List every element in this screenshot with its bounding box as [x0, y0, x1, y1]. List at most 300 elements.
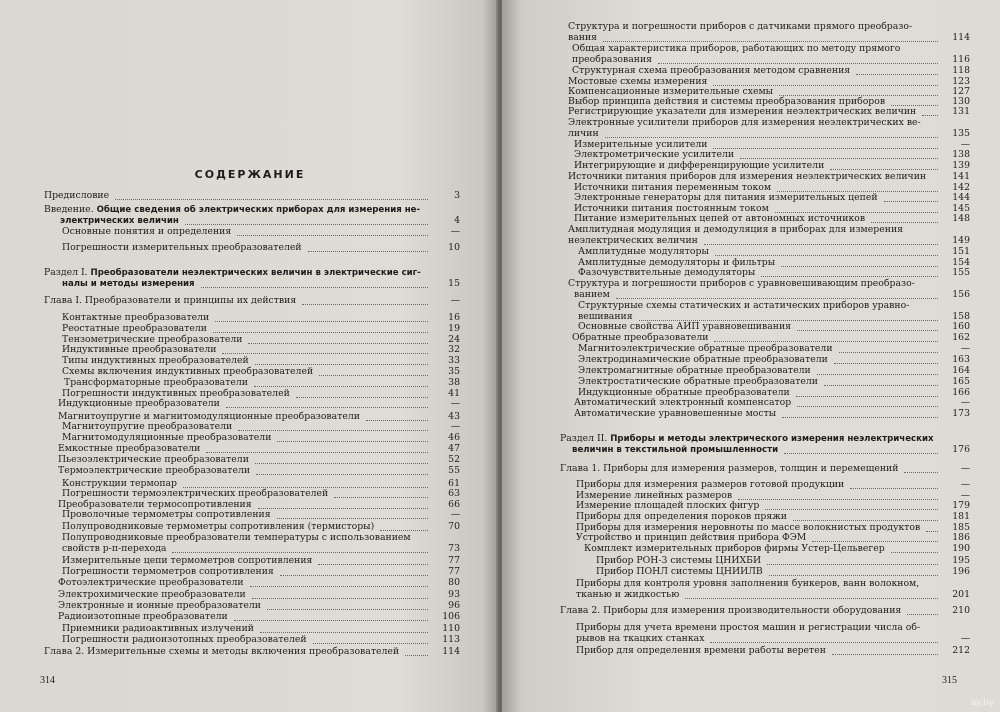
toc-leader-dots: [784, 451, 938, 454]
toc-entry: [568, 22, 970, 32]
right-page: [502, 0, 1000, 712]
toc-leader-dots: [715, 253, 938, 256]
toc-leader-dots: [226, 405, 428, 408]
toc-entry-text: Реостатные преобразователи: [62, 323, 207, 334]
toc-leader-dots: [267, 607, 428, 610]
toc-entry-page: 138: [952, 149, 970, 160]
toc-entry-page: 70: [448, 521, 460, 532]
toc-leader-dots: [302, 302, 428, 305]
toc-entry-text: Магнитоупругие и магнитомодуляционные преобразователи: [58, 411, 360, 422]
toc-entry: [578, 301, 970, 311]
toc-entry-page: 24: [448, 334, 460, 345]
toc-entry-page: 186: [952, 532, 970, 543]
toc-entry-page: 16: [448, 312, 460, 323]
toc-entry-page: 116: [952, 54, 970, 65]
toc-entry-text: Регистрирующие указатели для измерения неэлектрических величин: [568, 106, 917, 117]
toc-leader-dots: [277, 516, 428, 519]
toc-entry: [584, 544, 970, 554]
toc-leader-dots: [248, 341, 428, 344]
toc-entry: [62, 624, 460, 634]
toc-entry: [62, 533, 460, 543]
toc-entry-page: 151: [952, 246, 970, 257]
toc-entry-text: Приемники радиоактивных излучений: [62, 623, 254, 634]
toc-entry: [576, 501, 970, 511]
toc-entry-page: 166: [952, 387, 970, 398]
toc-entry-text: Электростатические обратные преобразователи: [578, 376, 818, 387]
toc-entry-page: 35: [448, 366, 460, 377]
toc-entry-page: 46: [448, 432, 460, 443]
toc-entry-bold-text: электрических величин: [60, 216, 179, 226]
toc-entry-page: 154: [952, 257, 970, 268]
toc-entry-page: —: [450, 398, 460, 409]
toc-leader-dots: [201, 285, 428, 288]
toc-entry: [58, 455, 460, 465]
right-page-number: 315: [942, 675, 957, 686]
toc-entry: [576, 480, 970, 490]
toc-entry-page: 10: [448, 242, 460, 253]
toc-leader-dots: [767, 562, 938, 565]
toc-entry-page: 123: [952, 76, 970, 87]
toc-entry: [58, 601, 460, 611]
toc-leader-dots: [856, 72, 938, 75]
toc-entry-page: —: [960, 139, 970, 150]
toc-entry-page: —: [960, 343, 970, 354]
toc-entry-text: Электронные генераторы для питания измерительных цепей: [574, 192, 878, 203]
toc-entry-bold-text: налы и методы измерения: [62, 279, 195, 289]
toc-leader-dots: [255, 362, 428, 365]
toc-entry-page: 96: [448, 600, 460, 611]
toc-leader-dots: [366, 418, 428, 421]
toc-entry: [578, 377, 970, 387]
toc-entry-page: 190: [952, 543, 970, 554]
toc-entry: [576, 512, 970, 522]
toc-entry: [62, 367, 460, 377]
toc-entry: [64, 378, 460, 388]
toc-entry: [58, 466, 460, 476]
toc-entry-page: 43: [448, 411, 460, 422]
toc-entry-text: Радиоизотопные преобразователи: [58, 611, 228, 622]
toc-entry: [58, 399, 460, 409]
toc-entry-text: Контактные преобразователи: [62, 312, 210, 323]
toc-leader-dots: [832, 652, 938, 655]
toc-entry: [568, 279, 970, 289]
toc-leader-dots: [834, 361, 938, 364]
toc-entry-text: Автоматические уравновешенные мосты: [574, 408, 777, 419]
toc-leader-dots: [761, 274, 938, 277]
toc-entry-text: Термоэлектрические преобразователи: [58, 465, 251, 476]
toc-leader-dots: [254, 384, 428, 387]
toc-entry-text: Введение.: [44, 204, 97, 215]
toc-entry-text: Структурная схема преобразования методом сравнения: [572, 65, 851, 76]
toc-entry-page: —: [450, 295, 460, 306]
toc-entry: [578, 268, 970, 278]
toc-entry-text: тканью и жидкостью: [576, 589, 680, 600]
toc-entry: [568, 236, 970, 246]
toc-entry-text: Погрешности измерительных преобразователей: [62, 242, 302, 253]
toc-entry: [60, 216, 460, 226]
toc-entry-bold-text: Преобразователи неэлектрических величин в электрические сиг-: [90, 268, 421, 278]
toc-entry-text: Электрохимические преобразователи: [58, 589, 246, 600]
toc-entry-text: Тензометрические преобразователи: [62, 334, 243, 345]
toc-entry-page: —: [960, 490, 970, 501]
toc-leader-dots: [839, 350, 938, 353]
toc-leader-dots: [313, 641, 428, 644]
toc-entry-text: Раздел II.: [560, 433, 611, 444]
toc-entry: [560, 434, 970, 444]
toc-entry: [596, 556, 970, 566]
toc-entry: [44, 191, 460, 201]
toc-entry-page: 19: [448, 323, 460, 334]
toc-entry-text: Конструкции термопар: [62, 478, 178, 489]
toc-entry-text: Пьезоэлектрические преобразователи: [58, 454, 249, 465]
toc-entry-text: Трансформаторные преобразователи: [64, 377, 248, 388]
toc-entry-text: Магнитоэлектрические обратные преобразователи: [578, 343, 833, 354]
toc-entry-text: Магнитомодуляционные преобразователи: [62, 432, 272, 443]
toc-leader-dots: [256, 472, 428, 475]
toc-leader-dots: [172, 550, 428, 553]
toc-entry-text: ванием: [574, 289, 610, 300]
toc-entry-text: Выбор принципа действия и системы преобразования приборов: [568, 96, 886, 107]
toc-entry: [62, 356, 460, 366]
toc-entry-page: 163: [952, 354, 970, 365]
toc-entry-page: 63: [448, 488, 460, 499]
toc-entry: [568, 107, 970, 117]
toc-entry-text: Интегрирующие и дифференцирующие усилители: [574, 160, 825, 171]
toc-entry-bold-text: Приборы и методы электрического измерения неэлектрических: [610, 434, 934, 444]
toc-entry-page: —: [960, 633, 970, 644]
toc-entry-text: Магнитоупругие преобразователи: [62, 421, 233, 432]
toc-entry: [62, 567, 460, 577]
toc-entry: [58, 612, 460, 622]
toc-entry-page: 179: [952, 500, 970, 511]
toc-leader-dots: [871, 220, 938, 223]
toc-leader-dots: [616, 296, 938, 299]
toc-entry-text: Электромагнитные обратные преобразователи: [578, 365, 811, 376]
toc-entry-text: Прибор для определения времени работы веретен: [576, 645, 826, 656]
toc-entry: [574, 398, 970, 408]
toc-leader-dots: [824, 383, 938, 386]
left-page-number: 314: [40, 675, 55, 686]
toc-leader-dots: [234, 618, 428, 621]
toc-leader-dots: [738, 497, 938, 500]
toc-entry-page: 118: [952, 65, 970, 76]
toc-entry: [62, 544, 460, 554]
toc-entry-text: Прибор РОН-3 системы ЦНИХБИ: [596, 555, 762, 566]
toc-leader-dots: [255, 461, 428, 464]
toc-leader-dots: [206, 450, 428, 453]
toc-entry-page: 142: [952, 182, 970, 193]
toc-leader-dots: [710, 640, 938, 643]
toc-entry-text: Автоматический электронный компенсатор: [574, 397, 792, 408]
toc-entry: [62, 279, 460, 289]
toc-entry: [568, 225, 970, 235]
toc-leader-dots: [904, 470, 938, 473]
toc-leader-dots: [258, 506, 428, 509]
toc-leader-dots: [308, 249, 428, 252]
toc-entry: [62, 489, 460, 499]
toc-entry-text: Проволочные термометры сопротивления: [62, 509, 271, 520]
toc-entry: [576, 579, 970, 589]
toc-entry: [58, 444, 460, 454]
toc-leader-dots: [714, 339, 938, 342]
toc-entry-bold-text: Общие сведения об электрических приборах для измерения не-: [96, 205, 421, 215]
toc-entry: [578, 322, 970, 332]
toc-entry-page: 149: [952, 235, 970, 246]
toc-leader-dots: [603, 39, 938, 42]
toc-leader-dots: [765, 507, 938, 510]
toc-entry: [62, 313, 460, 323]
toc-entry: [560, 464, 970, 474]
toc-entry-page: —: [450, 509, 460, 520]
toc-leader-dots: [260, 630, 428, 633]
toc-entry: [568, 129, 970, 139]
toc-leader-dots: [891, 550, 938, 553]
toc-entry-text: Источники питания постоянным током: [574, 203, 769, 214]
toc-entry-text: Электрометрические усилители: [574, 149, 735, 160]
toc-entry: [574, 193, 970, 203]
toc-entry-page: 210: [952, 605, 970, 616]
toc-entry-text: Основные понятия и определения: [62, 226, 232, 237]
left-page: [0, 0, 498, 712]
toc-entry-page: 195: [952, 555, 970, 566]
toc-entry-text: Питание измерительных цепей от автономных источников: [574, 213, 866, 224]
toc-entry-page: 162: [952, 332, 970, 343]
toc-entry-text: Источники питания приборов для измерения неэлектрических величин: [568, 171, 927, 182]
toc-entry-page: —: [960, 479, 970, 490]
toc-entry: [44, 296, 460, 306]
toc-entry-page: 80: [448, 577, 460, 588]
toc-leader-dots: [797, 404, 938, 407]
toc-entry-text: Типы индуктивных преобразователей: [62, 355, 249, 366]
toc-entry-text: Амплитудные модуляторы: [578, 246, 709, 257]
toc-entry-page: 113: [442, 634, 460, 645]
toc-leader-dots: [115, 197, 428, 200]
toc-entry-text: Погрешности радиоизотопных преобразователей: [62, 634, 307, 645]
toc-entry-text: Структура и погрешности приборов с датчиками прямого преобразо-: [568, 21, 913, 32]
toc-entry: [568, 118, 970, 128]
toc-entry-text: вания: [568, 32, 598, 43]
toc-entry-text: Приборы для измерения размеров готовой продукции: [576, 479, 845, 490]
toc-entry: [578, 344, 970, 354]
toc-leader-dots: [704, 242, 938, 245]
toc-entry-text: Структура и погрешности приборов с уравновешивающим преобразо-: [568, 278, 915, 289]
toc-entry-text: Измерительные усилители: [574, 139, 708, 150]
toc-entry: [574, 409, 970, 419]
toc-entry-page: 176: [952, 444, 970, 455]
page-title: СОДЕРЖАНИЕ: [194, 168, 306, 181]
toc-entry: [574, 214, 970, 224]
toc-entry: [578, 366, 970, 376]
toc-entry: [576, 623, 970, 633]
toc-entry-text: Приборы для учета времени простоя машин и регистрации числа об-: [576, 622, 921, 633]
toc-entry-text: Глава I. Преобразователи и принципы их действия: [44, 295, 297, 306]
toc-entry-text: Электронные усилители приборов для измерения неэлектрических ве-: [568, 117, 921, 128]
toc-leader-dots: [782, 415, 938, 418]
toc-leader-dots: [907, 612, 938, 615]
toc-entry-text: рывов на ткацких станках: [576, 633, 705, 644]
toc-entry: [596, 567, 970, 577]
toc-entry-bold-text: величин в текстильной промышленности: [572, 445, 779, 455]
toc-entry-text: Амплитудные демодуляторы и фильтры: [578, 257, 776, 268]
toc-entry: [62, 635, 460, 645]
toc-entry-page: 127: [952, 86, 970, 97]
toc-entry: [576, 634, 970, 644]
toc-entry-page: 110: [442, 623, 460, 634]
toc-entry-page: 55: [448, 465, 460, 476]
toc-entry-page: 212: [952, 645, 970, 656]
toc-entry-page: 32: [448, 344, 460, 355]
toc-entry-page: 148: [952, 213, 970, 224]
toc-entry-text: преобразования: [572, 54, 653, 65]
toc-entry-page: 33: [448, 355, 460, 366]
toc-entry-text: Раздел I.: [44, 267, 91, 278]
toc-entry-text: Устройство и принцип действия прибора ФЭМ: [576, 532, 807, 543]
toc-entry-page: 156: [952, 289, 970, 300]
toc-leader-dots: [769, 573, 938, 576]
toc-entry-page: 141: [952, 171, 970, 182]
toc-entry-page: 114: [952, 32, 970, 43]
toc-leader-dots: [250, 584, 428, 587]
toc-leader-dots: [318, 562, 428, 565]
toc-entry-text: Электронные и ионные преобразователи: [58, 600, 261, 611]
toc-entry-text: Погрешности термометров сопротивления: [62, 566, 274, 577]
toc-entry: [576, 533, 970, 543]
toc-entry-page: 3: [454, 190, 460, 201]
toc-entry: [574, 150, 970, 160]
toc-entry-text: Структурные схемы статических и астатических приборов уравно-: [578, 300, 910, 311]
toc-leader-dots: [796, 394, 938, 397]
toc-leader-dots: [237, 233, 428, 236]
toc-entry-text: Погрешности термоэлектрических преобразователей: [62, 488, 329, 499]
toc-entry-text: Измерительные цепи термометров сопротивления: [62, 555, 313, 566]
toc-entry-text: Прибор ПОНЛ системы ЦНИИЛВ: [596, 566, 763, 577]
toc-entry-page: 196: [952, 566, 970, 577]
toc-entry-page: 131: [952, 106, 970, 117]
toc-leader-dots: [238, 428, 428, 431]
toc-entry-page: 61: [448, 478, 460, 489]
toc-entry-page: 165: [952, 376, 970, 387]
toc-entry-page: 201: [952, 589, 970, 600]
toc-entry-page: 77: [448, 555, 460, 566]
toc-entry-text: Амплитудная модуляция и демодуляция в приборах для измерения: [568, 224, 904, 235]
toc-entry-text: Индуктивные преобразователи: [62, 344, 217, 355]
toc-entry-page: 145: [952, 203, 970, 214]
toc-entry-page: 144: [952, 192, 970, 203]
toc-leader-dots: [884, 199, 938, 202]
toc-entry: [578, 355, 970, 365]
toc-entry-text: Приборы для определения пороков пряжи: [576, 511, 788, 522]
toc-leader-dots: [685, 596, 938, 599]
toc-entry-page: 160: [952, 321, 970, 332]
toc-entry-text: Преобразователи термосопротивления: [58, 499, 252, 510]
toc-leader-dots: [797, 328, 938, 331]
toc-entry-page: —: [450, 421, 460, 432]
toc-entry-page: 164: [952, 365, 970, 376]
toc-leader-dots: [215, 319, 428, 322]
toc-entry-page: —: [960, 463, 970, 474]
toc-entry-text: Общая характеристика приборов, работающих по методу прямого: [572, 43, 901, 54]
toc-entry-text: Мостовые схемы измерения: [568, 76, 708, 87]
toc-entry-page: 15: [448, 278, 460, 289]
toc-entry: [578, 247, 970, 257]
toc-entry-page: 47: [448, 443, 460, 454]
toc-leader-dots: [781, 264, 938, 267]
toc-entry-page: 4: [454, 215, 460, 226]
toc-entry-text: свойств р-п-перехода: [62, 543, 167, 554]
toc-entry: [574, 161, 970, 171]
toc-entry-page: 52: [448, 454, 460, 465]
toc-entry-text: Источники питания переменным током: [574, 182, 772, 193]
toc-leader-dots: [850, 486, 938, 489]
toc-entry-page: 173: [952, 408, 970, 419]
toc-entry-text: Приборы для контроля уровня заполнения бункеров, ванн волокном,: [576, 578, 920, 589]
toc-entry-page: 181: [952, 511, 970, 522]
toc-entry-text: Глава 1. Приборы для измерения размеров, толщин и перемещений: [560, 463, 899, 474]
toc-leader-dots: [830, 167, 938, 170]
toc-entry: [62, 433, 460, 443]
toc-entry-page: 185: [952, 522, 970, 533]
toc-leader-dots: [922, 113, 938, 116]
toc-leader-dots: [280, 573, 428, 576]
toc-entry-page: 66: [448, 499, 460, 510]
toc-entry: [62, 227, 460, 237]
toc-entry-text: Полупроводниковые преобразователи температуры с использованием: [62, 532, 411, 543]
toc-leader-dots: [812, 539, 938, 542]
toc-entry-text: Индукционные преобразователи: [58, 398, 220, 409]
toc-entry: [44, 205, 460, 215]
toc-entry-page: —: [450, 226, 460, 237]
toc-leader-dots: [658, 61, 938, 64]
toc-entry-text: Полупроводниковые термометры сопротивления (термисторы): [62, 521, 375, 532]
toc-entry-page: 158: [952, 311, 970, 322]
toc-entry-text: Емкостные преобразователи: [58, 443, 201, 454]
toc-entry-text: Компенсационные измерительные схемы: [568, 86, 774, 97]
toc-leader-dots: [405, 653, 428, 656]
toc-leader-dots: [252, 596, 428, 599]
toc-entry-text: Электродинамические обратные преобразователи: [578, 354, 828, 365]
toc-entry-text: вешивания: [578, 311, 633, 322]
toc-entry-page: 73: [448, 543, 460, 554]
toc-entry-text: Индукционные обратные преобразователи: [578, 387, 790, 398]
toc-leader-dots: [277, 439, 428, 442]
toc-entry: [62, 324, 460, 334]
toc-entry-text: Измерение площадей плоских фигур: [576, 500, 760, 511]
toc-entry: [576, 646, 970, 656]
toc-entry: [572, 44, 970, 54]
toc-entry: [568, 33, 970, 43]
toc-leader-dots: [213, 330, 428, 333]
toc-entry: [44, 647, 460, 657]
toc-entry-page: 38: [448, 377, 460, 388]
toc-entry-text: неэлектрических величин: [568, 235, 698, 246]
toc-entry-text: Фазочувствительные демодуляторы: [578, 267, 756, 278]
toc-entry-page: 135: [952, 128, 970, 139]
toc-entry: [572, 55, 970, 65]
toc-entry-text: личин: [568, 128, 599, 139]
toc-entry-text: Схемы включения индуктивных преобразователей: [62, 366, 314, 377]
toc-entry: [572, 333, 970, 343]
toc-entry-text: Глава 2. Измерительные схемы и методы включения преобразователей: [44, 646, 400, 657]
toc-leader-dots: [334, 495, 428, 498]
toc-leader-dots: [380, 528, 428, 531]
toc-entry-page: 130: [952, 96, 970, 107]
toc-entry-text: Фотоэлектрические преобразователи: [58, 577, 244, 588]
toc-entry: [62, 510, 460, 520]
toc-entry: [560, 606, 970, 616]
toc-entry-page: 155: [952, 267, 970, 278]
toc-entry-text: Предисловие: [44, 190, 110, 201]
toc-leader-dots: [319, 373, 428, 376]
